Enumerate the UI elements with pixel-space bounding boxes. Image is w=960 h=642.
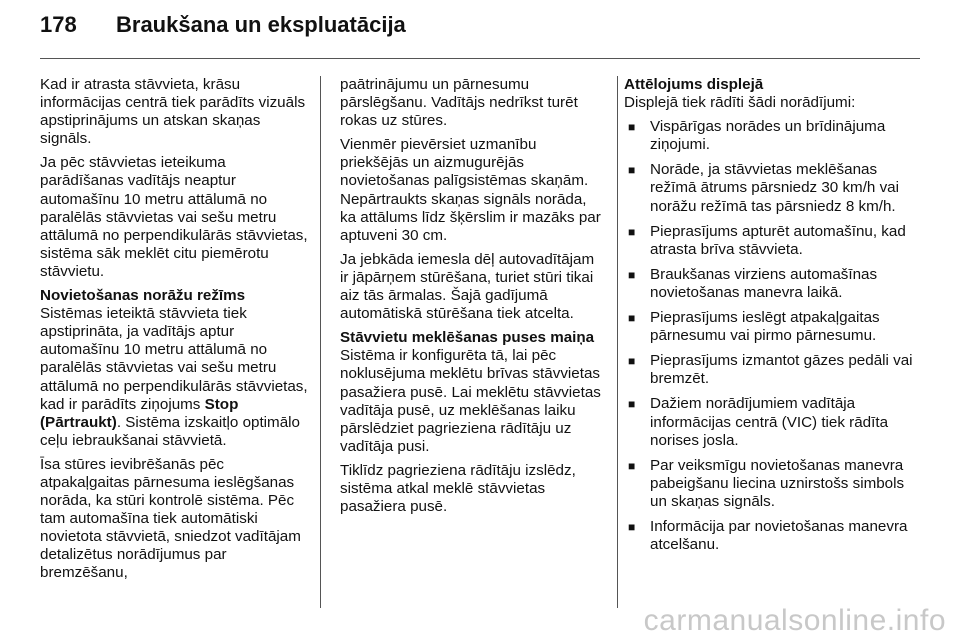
page-title: Braukšana un ekspluatācija	[116, 12, 406, 37]
page-header	[40, 12, 406, 48]
paragraph: paātrinājumu un pārnesumu pārslēgšanu. Vadītājs nedrīkst turēt rokas uz stūres.	[340, 76, 578, 130]
paragraph: Displejā tiek rādīti šādi norādījumi:	[624, 94, 856, 112]
list-item: ■ Norāde, ja stāvvietas meklēšanas režīmā ātrums pārsniedz 30 km/h vai norāžu režīmā tas pārsniedz 8 km/h.	[628, 161, 899, 215]
list-item: ■ Pieprasījums apturēt automašīnu, kad atrasta brīva stāvvieta.	[628, 222, 906, 258]
watermark: carmanualsonline.info	[643, 604, 946, 637]
page-number: 178	[40, 12, 77, 37]
section-heading: Novietošanas norāžu režīms	[40, 287, 246, 305]
paragraph: Sistēma ir konfigurēta tā, lai pēc noklusējuma meklētu brīvas stāvvietas pasažiera pusē. Lai meklētu stāvvietas vadītāja pusē, uz meklēšanas laiku pārslēdziet pagrieziena rādītāju uz vadītāja pusi.	[340, 347, 601, 455]
list-item: ■ Informācija par novietošanas manevra atcelšanu.	[628, 517, 908, 554]
list-item: ■ Dažiem norādījumiem vadītāja informācijas centrā (VIC) tiek rādīta norises josla.	[628, 395, 889, 449]
square-bullet-icon: ■	[628, 163, 636, 178]
square-bullet-icon: ■	[628, 397, 636, 412]
column-divider	[320, 76, 321, 608]
paragraph: Ja jebkāda iemesla dēļ autovadītājam ir jāpārņem stūrēšana, turiet stūri tikai aiz tās ārmalas. Šajā gadījumā automātiskā stūrēšana tiek atcelta.	[340, 250, 595, 323]
paragraph: Īsa stūres ievibrēšanās pēc atpakaļgaitas pārnesuma ieslēgšanas norāda, ka stūri kontrolē sistēma. Pēc tam automašīna tiek automātiski novietota stāvvietā, sniedzot vadītājam detalizētus norādījumus par bremzēšanu,	[40, 455, 301, 582]
list-item: ■ Vispārīgas norādes un brīdinājuma ziņojumi.	[628, 118, 886, 154]
paragraph: Kad ir atrasta stāvvieta, krāsu informācijas centrā tiek parādīts vizuāls apstiprinājums un atskan skaņas signāls.	[40, 76, 306, 148]
paragraph: Ja pēc stāvvietas ieteikuma parādīšanas vadītājs neaptur automašīnu 10 metru attālumā no paralēlās stāvvietas vai sešu metru attālumā no perpendikulārās stāvvietas, sistēma sāk meklēt citu piemērotu stāvvietu.	[40, 154, 308, 280]
column-3	[624, 76, 914, 561]
section-heading: Stāvvietu meklēšanas puses maiņa	[340, 329, 595, 347]
paragraph: Sistēmas ieteiktā stāvvieta tiek apstiprināta, ja vadītājs aptur automašīnu 10 metru attālumā no paralēlās stāvvietas vai sešu metru attālumā no perpendikulārās stāvvietas, kad ir parādīts ziņojums Stop (Pārtraukt). Sistēma izskaitļo optimālo ceļu iebraukšanai stāvvietā.	[40, 305, 308, 449]
column-1	[40, 76, 312, 589]
column-2	[340, 76, 606, 522]
list-item: ■ Pieprasījums izmantot gāzes pedāli vai bremzēt.	[628, 352, 913, 388]
column-divider	[617, 76, 618, 608]
list-item: ■ Par veiksmīgu novietošanas manevra pabeigšanu liecina uznirstošs simbols un skaņas signāls.	[628, 456, 905, 510]
square-bullet-icon: ■	[628, 120, 636, 135]
section-heading: Attēlojums displejā	[624, 76, 764, 93]
square-bullet-icon: ■	[628, 224, 636, 239]
bullet-list	[624, 118, 914, 554]
paragraph: Tiklīdz pagrieziena rādītāju izslēdz, sistēma atkal meklē stāvvietas pasažiera pusē.	[340, 461, 576, 516]
square-bullet-icon: ■	[628, 354, 636, 369]
list-item: ■ Braukšanas virziens automašīnas novietošanas manevra laikā.	[628, 265, 878, 301]
list-item: ■ Pieprasījums ieslēgt atpakaļgaitas pārnesumu vai pirmo pārnesumu.	[628, 309, 880, 345]
square-bullet-icon: ■	[628, 519, 636, 534]
square-bullet-icon: ■	[628, 311, 636, 326]
stop-message-label: Stop (Pārtraukt)	[40, 395, 239, 431]
paragraph: Vienmēr pievērsiet uzmanību priekšējās un aizmugurējās novietošanas palīgsistēmas skaņām. Nepārtraukts skaņas signāls norāda, ka attālums līdz šķērslim ir mazāks par aptuveni 30 cm.	[340, 136, 601, 244]
square-bullet-icon: ■	[628, 267, 636, 282]
header-divider	[40, 58, 920, 59]
square-bullet-icon: ■	[628, 458, 636, 473]
